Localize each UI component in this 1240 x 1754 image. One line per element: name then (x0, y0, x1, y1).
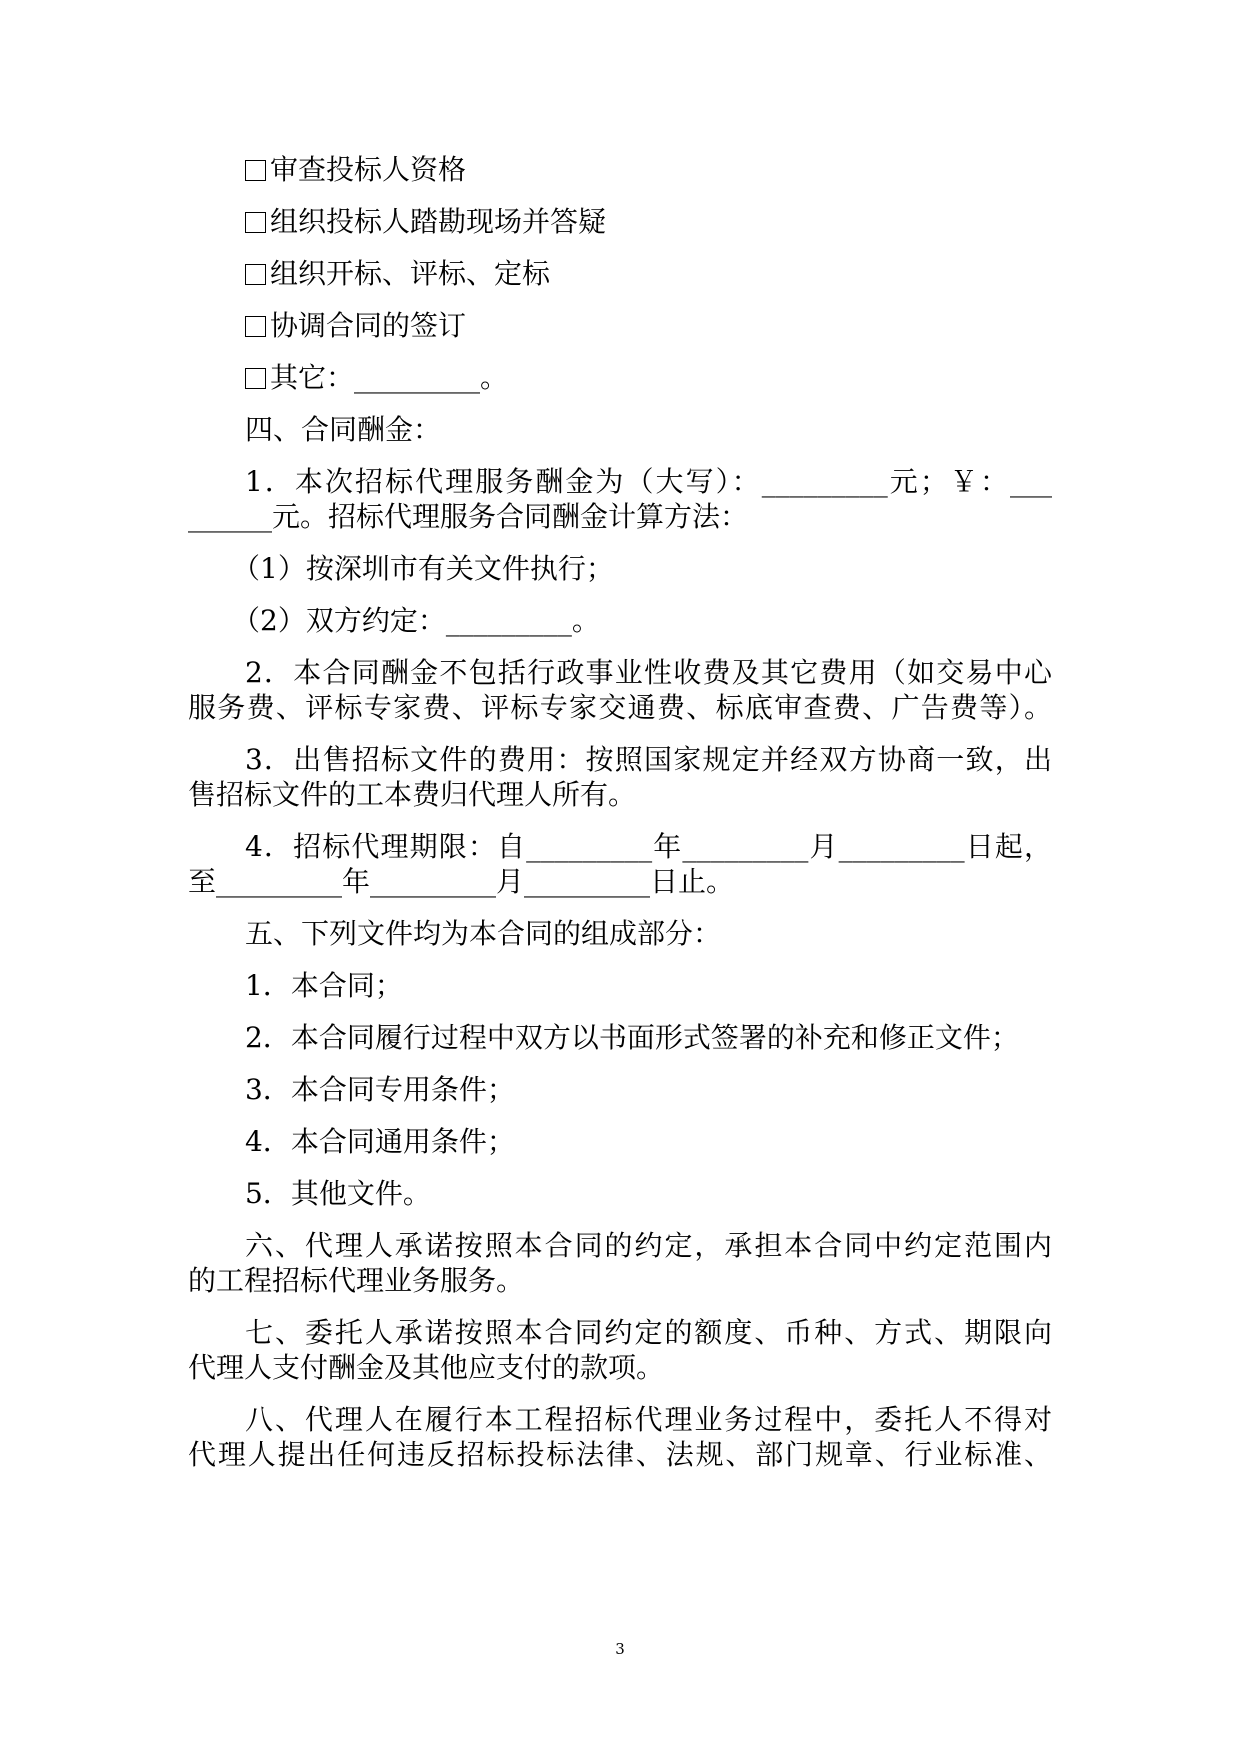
paragraph-line: 4．招标代理期限：自_________年_________月_________日起， (245, 830, 1052, 863)
section-heading: 五、下列文件均为本合同的组成部分： (245, 917, 722, 950)
checkbox-icon[interactable] (245, 368, 266, 389)
checklist-item[interactable] (245, 308, 1052, 344)
paragraph-line: （1）按深圳市有关文件执行； (232, 552, 614, 585)
checkbox-icon[interactable] (245, 316, 266, 337)
paragraph-line: 六、代理人承诺按照本合同的约定，承担本合同中约定范围内 (245, 1229, 1052, 1262)
checklist-label: 协调合同的签订 (270, 309, 467, 342)
paragraph-line: 代理人支付酬金及其他应支付的款项。 (188, 1351, 665, 1384)
checklist-item[interactable] (245, 360, 1052, 396)
checklist-label: 组织开标、评标、定标 (270, 257, 551, 290)
page-number: 3 (615, 1640, 625, 1658)
paragraph-line: 七、委托人承诺按照本合同约定的额度、币种、方式、期限向 (245, 1316, 1052, 1349)
paragraph-line: （2）双方约定：_________。 (232, 604, 600, 637)
list-item: 3．本合同专用条件； (245, 1073, 515, 1106)
checklist-label: 组织投标人踏勘现场并答疑 (270, 205, 607, 238)
paragraph-line: 3．出售招标文件的费用：按照国家规定并经双方协商一致，出 (245, 743, 1052, 776)
checkbox-icon[interactable] (245, 212, 266, 233)
checklist-item[interactable] (245, 256, 1052, 292)
list-item: 4．本合同通用条件； (245, 1125, 515, 1158)
checklist-label: 其它：_________。 (270, 361, 509, 394)
list-item: 2．本合同履行过程中双方以书面形式签署的补充和修正文件； (245, 1021, 1019, 1054)
paragraph-line: 至_________年_________月_________日止。 (188, 865, 735, 898)
checkbox-icon[interactable] (245, 160, 266, 181)
paragraph-line: 售招标文件的工本费归代理人所有。 (188, 778, 637, 811)
checklist-label: 审查投标人资格 (270, 153, 467, 186)
paragraph-line: 服务费、评标专家费、评标专家交通费、标底审查费、广告费等）。 (188, 691, 1052, 724)
list-item: 5．其他文件。 (245, 1177, 431, 1210)
checklist-item[interactable] (245, 204, 1052, 240)
paragraph-line: 八、代理人在履行本工程招标代理业务过程中，委托人不得对 (245, 1403, 1052, 1436)
paragraph-line: 代理人提出任何违反招标投标法律、法规、部门规章、行业标准、 (188, 1438, 1052, 1471)
paragraph-line: ______元。招标代理服务合同酬金计算方法： (188, 500, 749, 533)
section-heading: 四、合同酬金： (245, 413, 442, 446)
paragraph-line: 2．本合同酬金不包括行政事业性收费及其它费用（如交易中心 (245, 656, 1052, 689)
checklist-item[interactable] (245, 152, 1052, 188)
list-item: 1．本合同； (245, 969, 403, 1002)
paragraph-line: 的工程招标代理业务服务。 (188, 1264, 525, 1297)
checkbox-icon[interactable] (245, 264, 266, 285)
paragraph-line: 1．本次招标代理服务酬金为（大写）：_________元；￥：___ (245, 465, 1052, 498)
